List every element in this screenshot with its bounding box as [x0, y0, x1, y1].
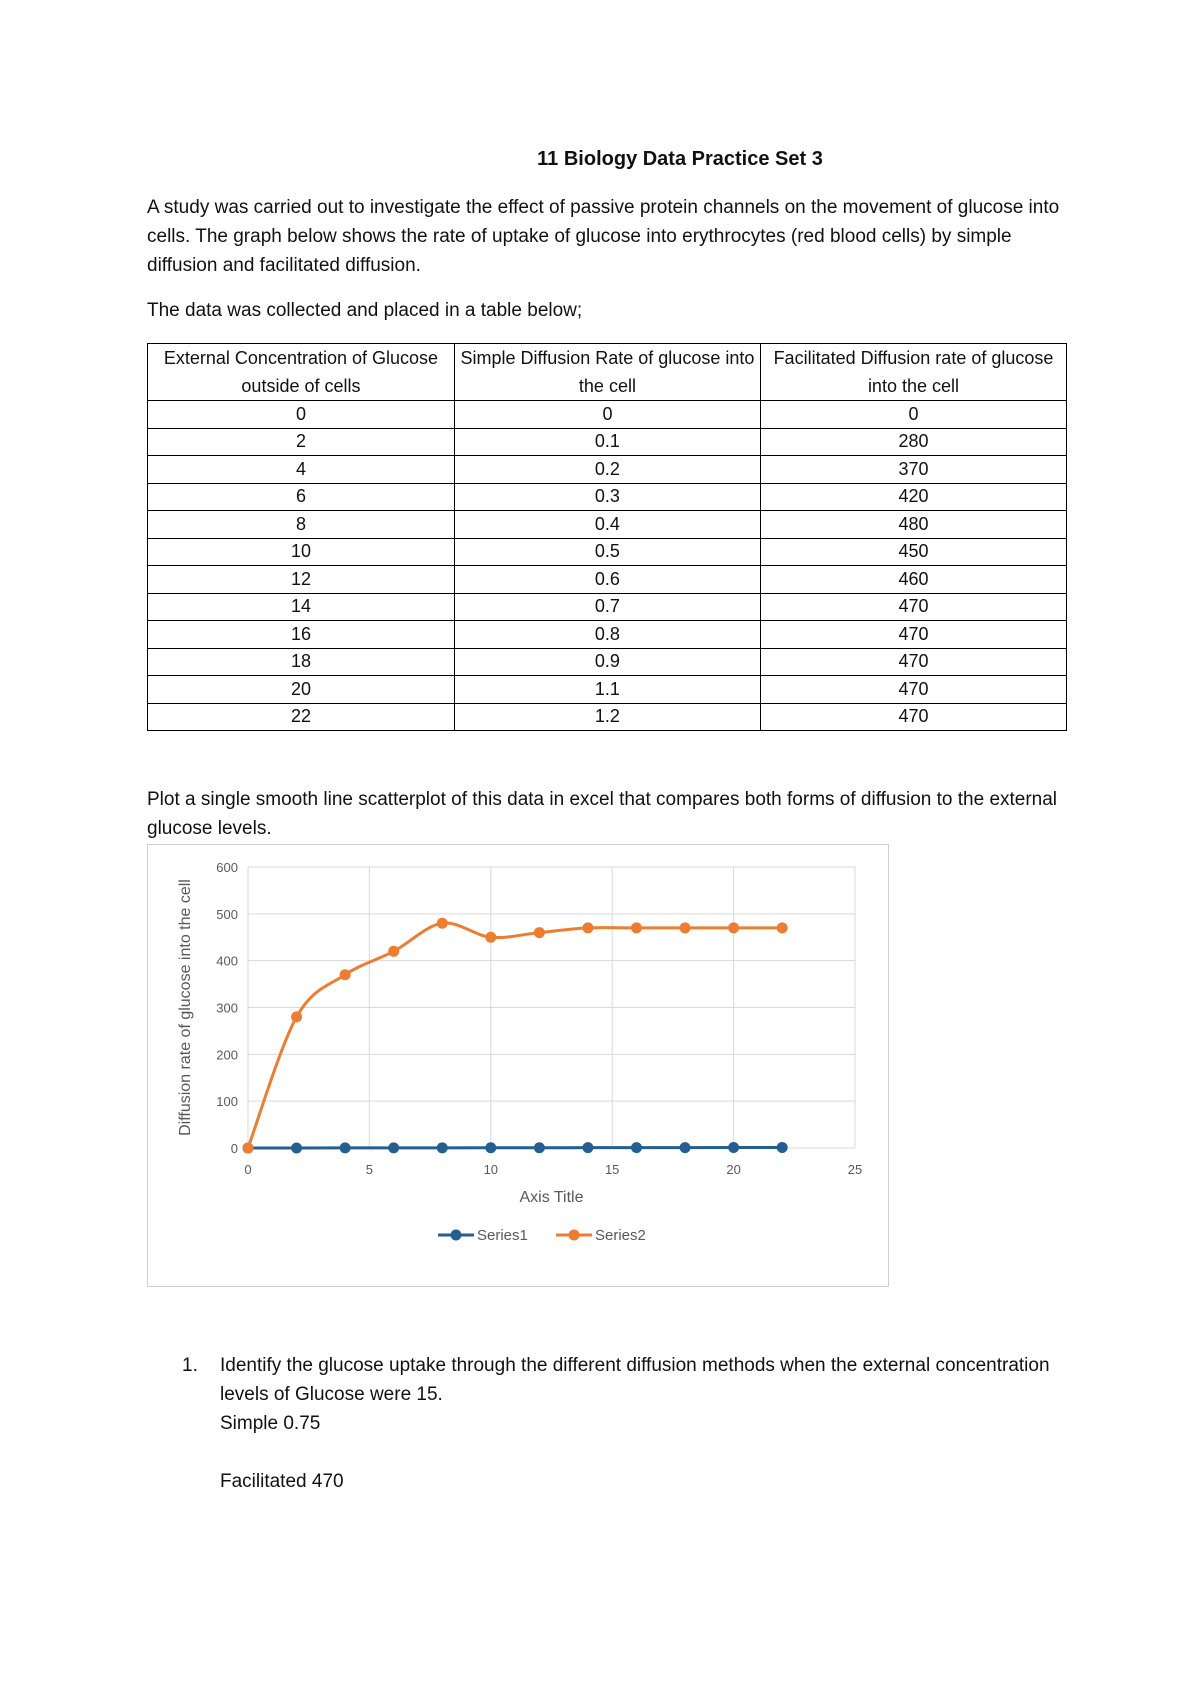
series-point-2 [437, 918, 448, 929]
x-tick-label: 10 [483, 1162, 499, 1177]
table-cell: 0.4 [454, 511, 760, 539]
table-cell: 0.9 [454, 648, 760, 676]
table-cell: 460 [760, 566, 1066, 594]
table-cell: 0 [148, 401, 455, 429]
page-title: 11 Biology Data Practice Set 3 [537, 148, 823, 170]
table-cell: 18 [148, 648, 455, 676]
x-tick-label: 25 [847, 1162, 863, 1177]
table-cell: 2 [148, 428, 455, 456]
table-cell: 0.7 [454, 593, 760, 621]
table-row [148, 456, 1067, 484]
table-cell: 0.8 [454, 621, 760, 649]
table-cell: 470 [760, 676, 1066, 704]
table-cell: 6 [148, 483, 455, 511]
answer-facilitated: Facilitated 470 [220, 1471, 344, 1492]
series-point-1 [437, 1142, 448, 1153]
series-point-2 [291, 1011, 302, 1022]
x-axis-title: Axis Title [519, 1189, 584, 1206]
table-row [148, 428, 1067, 456]
table-cell: 1.1 [454, 676, 760, 704]
data-table [147, 343, 1067, 731]
series-point-1 [728, 1142, 739, 1153]
intro-paragraph: A study was carried out to investigate the effect of passive protein channels on the movement of glucose into cells. The graph below shows the rate of uptake of glucose into erythrocytes (red blood cells) by simple diffusion and facilitated diffusion. [147, 197, 1060, 276]
table-intro: The data was collected and placed in a table below; [147, 300, 583, 321]
series-point-1 [582, 1142, 593, 1153]
series-point-2 [388, 946, 399, 957]
series-point-2 [340, 969, 351, 980]
table-cell: 480 [760, 511, 1066, 539]
series-point-2 [485, 932, 496, 943]
table-cell: 20 [148, 676, 455, 704]
table-header-facilitated: Facilitated Diffusion rate of glucose into the cell [760, 344, 1066, 401]
table-cell: 10 [148, 538, 455, 566]
series-point-2 [680, 922, 691, 933]
table-row [148, 703, 1067, 731]
chart-svg [148, 845, 890, 1288]
table-cell: 470 [760, 648, 1066, 676]
series-point-2 [243, 1143, 254, 1154]
question-text: Identify the glucose uptake through the different diffusion methods when the external concentration levels of Glucose were 15. [220, 1355, 1050, 1405]
table-row [148, 593, 1067, 621]
series-point-2 [728, 922, 739, 933]
table-header-row [148, 344, 1067, 401]
series-point-1 [534, 1142, 545, 1153]
table-cell: 470 [760, 593, 1066, 621]
x-tick-label: 0 [244, 1162, 252, 1177]
table-cell: 0.5 [454, 538, 760, 566]
y-tick-label: 100 [216, 1094, 238, 1110]
question-list [147, 1351, 1067, 1496]
table-row [148, 511, 1067, 539]
table-cell: 0 [454, 401, 760, 429]
series-point-2 [534, 927, 545, 938]
series-point-2 [582, 922, 593, 933]
table-cell: 0.1 [454, 428, 760, 456]
series-point-1 [777, 1142, 788, 1153]
legend-marker-2 [569, 1230, 580, 1241]
series-line-2 [248, 923, 782, 1148]
table-cell: 12 [148, 566, 455, 594]
y-tick-label: 300 [216, 1000, 238, 1016]
table-cell: 370 [760, 456, 1066, 484]
table-cell: 450 [760, 538, 1066, 566]
table-row [148, 676, 1067, 704]
series-point-1 [291, 1142, 302, 1153]
table-cell: 470 [760, 621, 1066, 649]
legend-label-2: Series2 [595, 1227, 646, 1244]
y-tick-label: 400 [216, 953, 238, 969]
instruction-paragraph: Plot a single smooth line scatterplot of this data in excel that compares both forms of diffusion to the external glucose levels. [147, 789, 1058, 839]
table-row [148, 566, 1067, 594]
table-row [148, 648, 1067, 676]
table-row [148, 621, 1067, 649]
table-cell: 22 [148, 703, 455, 731]
series-point-2 [631, 922, 642, 933]
series-point-1 [631, 1142, 642, 1153]
x-tick-label: 5 [365, 1162, 374, 1177]
y-axis-title: Diffusion rate of glucose into the cell [177, 879, 194, 1136]
y-tick-label: 200 [216, 1047, 238, 1063]
table-cell: 0.3 [454, 483, 760, 511]
y-tick-label: 600 [216, 860, 238, 875]
y-tick-label: 500 [216, 906, 238, 922]
table-cell: 420 [760, 483, 1066, 511]
table-cell: 1.2 [454, 703, 760, 731]
answer-simple: Simple 0.75 [220, 1413, 321, 1434]
series-point-1 [340, 1142, 351, 1153]
series-line-1 [248, 1147, 782, 1148]
series-point-2 [777, 922, 788, 933]
table-cell: 280 [760, 428, 1066, 456]
table-cell: 16 [148, 621, 455, 649]
table-row [148, 483, 1067, 511]
question-item [147, 1351, 1067, 1496]
legend-label-1: Series1 [477, 1227, 528, 1244]
series-point-1 [388, 1142, 399, 1153]
table-cell: 0.6 [454, 566, 760, 594]
x-tick-label: 15 [604, 1162, 620, 1177]
series-point-1 [680, 1142, 691, 1153]
question-number: 1. [182, 1355, 198, 1376]
table-cell: 0.2 [454, 456, 760, 484]
series-point-1 [485, 1142, 496, 1153]
table-header-simple: Simple Diffusion Rate of glucose into the cell [454, 344, 760, 401]
y-tick-label: 0 [230, 1141, 238, 1156]
diffusion-chart [147, 844, 889, 1287]
legend-marker-1 [451, 1230, 462, 1241]
table-header-concentration: External Concentration of Glucose outside of cells [148, 344, 455, 401]
table-cell: 14 [148, 593, 455, 621]
x-tick-label: 20 [726, 1162, 741, 1177]
table-cell: 0 [760, 401, 1066, 429]
table-row [148, 401, 1067, 429]
table-cell: 8 [148, 511, 455, 539]
table-cell: 470 [760, 703, 1066, 731]
table-cell: 4 [148, 456, 455, 484]
table-row [148, 538, 1067, 566]
